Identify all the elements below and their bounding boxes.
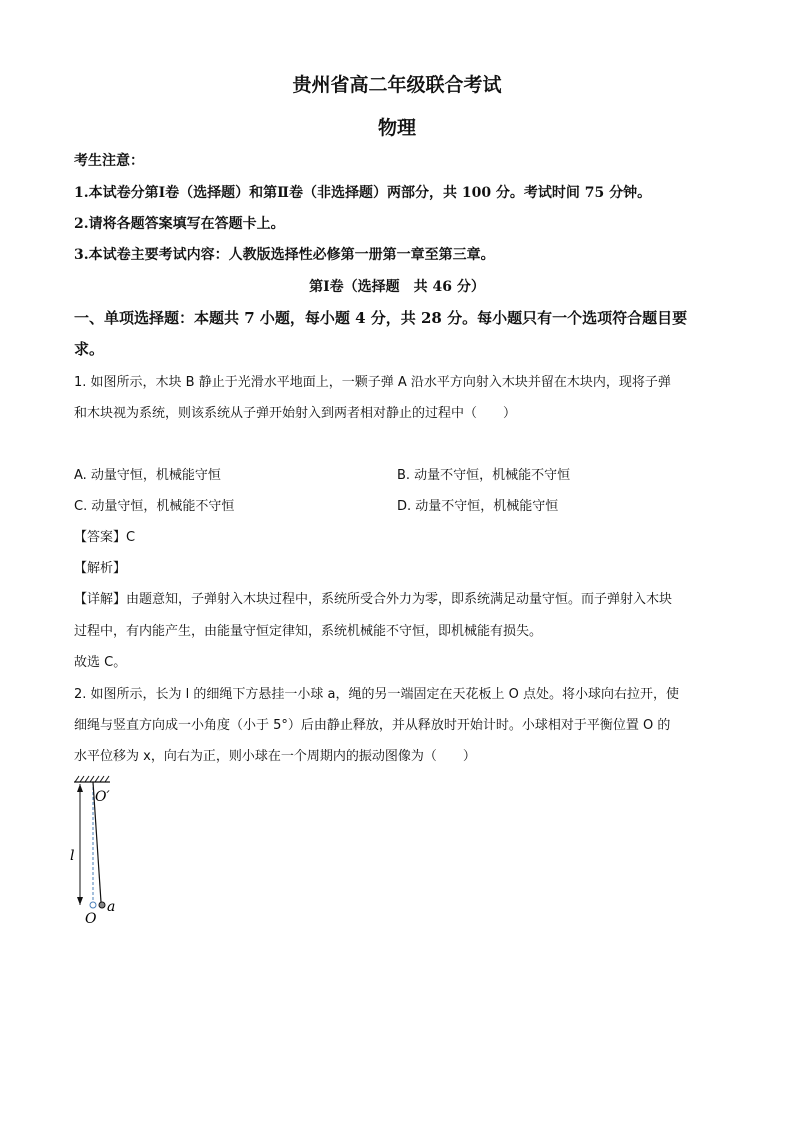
pendulum-ball xyxy=(99,902,105,908)
q1-stem-line2: 和木块视为系统，则该系统从子弹开始射入到两者相对静止的过程中（ ） xyxy=(74,406,517,421)
detail-text-1: 由题意知，子弹射入木块过程中，系统所受合外力为零，即系统满足动量守恒。而子弹射入木块 xyxy=(126,592,673,607)
ceiling-hatch xyxy=(74,776,110,782)
answer-tag: 【答案】 xyxy=(74,530,127,545)
pivot-label: O′ xyxy=(95,789,110,805)
q1-detail-line1 xyxy=(74,588,724,607)
notice-item-1: 1.本试卷分第Ⅰ卷（选择题）和第Ⅱ卷（非选择题）两部分，共 100 分。考试时间 75 分钟。 xyxy=(74,185,652,201)
equilibrium-position xyxy=(90,902,96,908)
answer-value: C xyxy=(126,530,136,545)
q1-answer-line xyxy=(74,526,724,545)
q1-option-d: D. 动量不守恒，机械能守恒 xyxy=(397,499,559,514)
notice-heading: 考生注意： xyxy=(74,153,144,169)
section-heading: 第Ⅰ卷（选择题 共 46 分） xyxy=(309,279,485,295)
q2-stem-line3: 水平位移为 x，向右为正，则小球在一个周期内的振动图像为（ ） xyxy=(74,749,476,764)
detail-tag: 【详解】 xyxy=(74,592,127,607)
notice-item-2: 2.请将各题答案填写在答题卡上。 xyxy=(74,216,285,232)
q2-stem-line2: 细绳与竖直方向成一小角度（小于 5°）后由静止释放，并从释放时开始计时。小球相对于平衡位置 O 的 xyxy=(74,718,671,733)
ball-label: a xyxy=(107,899,116,915)
part-instruction-line2: 求。 xyxy=(74,340,105,358)
q1-option-c: C. 动量守恒，机械能不守恒 xyxy=(74,499,235,514)
subject-title: 物理 xyxy=(377,117,416,139)
notice-item-3: 3.本试卷主要考试内容：人教版选择性必修第一册第一章至第三章。 xyxy=(74,247,495,263)
part-instruction-line1: 一、单项选择题：本题共 7 小题，每小题 4 分，共 28 分。每小题只有一个选项符合题目要 xyxy=(74,309,688,327)
q1-stem-line1: 1. 如图所示，木块 B 静止于光滑水平地面上，一颗子弹 A 沿水平方向射入木块并留在木块内，现将子弹 xyxy=(74,375,671,390)
length-arrow xyxy=(77,784,83,905)
q1-option-a: A. 动量守恒，机械能守恒 xyxy=(74,468,221,483)
q2-stem-line1: 2. 如图所示，长为 l 的细绳下方悬挂一小球 a，绳的另一端固定在天花板上 O 点处。将小球向右拉开，使 xyxy=(74,687,680,702)
pendulum-figure xyxy=(66,772,136,932)
q1-conclusion: 故选 C。 xyxy=(74,655,127,670)
exam-title: 贵州省高二年级联合考试 xyxy=(292,74,502,96)
length-label: l xyxy=(70,848,75,864)
q1-option-b: B. 动量不守恒，机械能不守恒 xyxy=(397,468,571,483)
equilibrium-label: O xyxy=(85,911,97,927)
q1-detail-line2: 过程中，有内能产生，由能量守恒定律知，系统机械能不守恒，即机械能有损失。 xyxy=(74,624,543,639)
analysis-tag: 【解析】 xyxy=(74,561,127,576)
